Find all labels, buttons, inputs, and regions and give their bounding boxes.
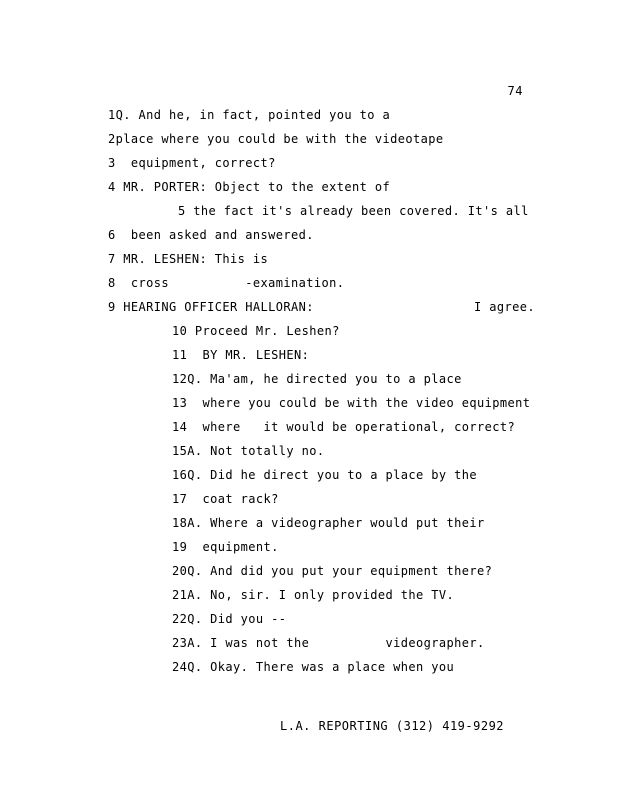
transcript-line-10: 10 Proceed Mr. Leshen?	[172, 324, 340, 338]
transcript-line-18: 18A. Where a videographer would put their	[172, 516, 485, 530]
transcript-line-13: 13 where you could be with the video equipment	[172, 396, 531, 410]
transcript-line-7: 7 MR. LESHEN: This is	[108, 252, 269, 266]
transcript-line-19: 19 equipment.	[172, 540, 279, 554]
transcript-line-20: 20Q. And did you put your equipment there?	[172, 564, 493, 578]
transcript-line-24: 24Q. Okay. There was a place when you	[172, 660, 455, 674]
transcript-line-8: 8 cross -examination.	[108, 276, 345, 290]
transcript-line-22: 22Q. Did you --	[172, 612, 287, 626]
transcript-line-1: 1Q. And he, in fact, pointed you to a	[108, 108, 391, 122]
transcript-line-21: 21A. No, sir. I only provided the TV.	[172, 588, 455, 602]
transcript-line-23: 23A. I was not the videographer.	[172, 636, 485, 650]
transcript-line-14: 14 where it would be operational, correct?	[172, 420, 516, 434]
page-number: 74	[507, 84, 523, 98]
reporter-footer: L.A. REPORTING (312) 419-9292	[280, 719, 505, 733]
transcript-line-2: 2place where you could be with the videotape	[108, 132, 444, 146]
transcript-line-11: 11 BY MR. LESHEN:	[172, 348, 310, 362]
transcript-line-5: 5 the fact it's already been covered. It's all	[178, 204, 529, 218]
transcript-line-12: 12Q. Ma'am, he directed you to a place	[172, 372, 462, 386]
transcript-line-3: 3 equipment, correct?	[108, 156, 276, 170]
transcript-line-6: 6 been asked and answered.	[108, 228, 314, 242]
transcript-line-17: 17 coat rack?	[172, 492, 279, 506]
transcript-line-15: 15A. Not totally no.	[172, 444, 325, 458]
transcript-line-9: 9 HEARING OFFICER HALLORAN: I agree.	[108, 300, 535, 314]
transcript-line-4: 4 MR. PORTER: Object to the extent of	[108, 180, 391, 194]
transcript-line-16: 16Q. Did he direct you to a place by the	[172, 468, 477, 482]
